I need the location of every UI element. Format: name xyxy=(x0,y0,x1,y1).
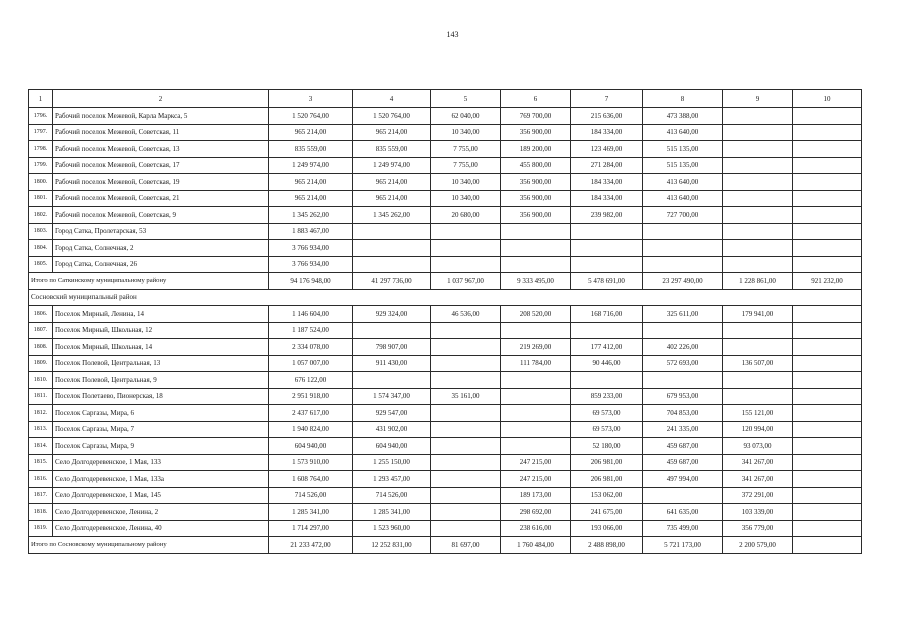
value-cell xyxy=(501,421,571,438)
total-value-cell: 5 478 691,00 xyxy=(571,273,643,290)
row-number: 1797. xyxy=(29,124,53,141)
address-cell: Город Сатка, Солнечная, 26 xyxy=(53,256,269,273)
value-cell xyxy=(723,141,793,158)
value-cell xyxy=(793,306,862,323)
header-cell: 7 xyxy=(571,90,643,108)
value-cell xyxy=(431,487,501,504)
value-cell: 356 900,00 xyxy=(501,190,571,207)
value-cell: 1 574 347,00 xyxy=(353,388,431,405)
row-number: 1800. xyxy=(29,174,53,191)
address-cell: Рабочий поселок Межевой, Советская, 11 xyxy=(53,124,269,141)
value-cell xyxy=(431,405,501,422)
value-cell xyxy=(501,372,571,389)
address-cell: Поселок Саргазы, Мира, 6 xyxy=(53,405,269,422)
value-cell: 2 951 918,00 xyxy=(269,388,353,405)
row-number: 1817. xyxy=(29,487,53,504)
value-cell: 184 334,00 xyxy=(571,174,643,191)
value-cell xyxy=(723,157,793,174)
value-cell: 515 135,00 xyxy=(643,141,723,158)
value-cell: 241 675,00 xyxy=(571,504,643,521)
value-cell xyxy=(793,454,862,471)
row-number: 1802. xyxy=(29,207,53,224)
row-number: 1806. xyxy=(29,306,53,323)
value-cell: 1 883 467,00 xyxy=(269,223,353,240)
budget-table xyxy=(28,89,862,554)
value-cell: 69 573,00 xyxy=(571,421,643,438)
row-number: 1810. xyxy=(29,372,53,389)
value-cell xyxy=(723,190,793,207)
section-row xyxy=(29,289,862,306)
value-cell xyxy=(793,421,862,438)
row-number: 1804. xyxy=(29,240,53,257)
address-cell: Поселок Мирный, Ленина, 14 xyxy=(53,306,269,323)
value-cell: 604 940,00 xyxy=(269,438,353,455)
value-cell xyxy=(643,240,723,257)
value-cell: 356 779,00 xyxy=(723,520,793,537)
value-cell: 356 900,00 xyxy=(501,124,571,141)
total-value-cell: 921 232,00 xyxy=(793,273,862,290)
table-row xyxy=(29,438,862,455)
value-cell xyxy=(793,388,862,405)
value-cell xyxy=(501,240,571,257)
table-row xyxy=(29,355,862,372)
address-cell: Село Долгодеревенское, Ленина, 40 xyxy=(53,520,269,537)
value-cell: 168 716,00 xyxy=(571,306,643,323)
value-cell: 241 335,00 xyxy=(643,421,723,438)
value-cell xyxy=(793,207,862,224)
value-cell: 727 700,00 xyxy=(643,207,723,224)
value-cell: 111 784,00 xyxy=(501,355,571,372)
value-cell: 1 523 960,00 xyxy=(353,520,431,537)
value-cell xyxy=(723,372,793,389)
header-cell: 5 xyxy=(431,90,501,108)
value-cell: 155 121,00 xyxy=(723,405,793,422)
value-cell: 714 526,00 xyxy=(269,487,353,504)
table-row xyxy=(29,471,862,488)
value-cell: 325 611,00 xyxy=(643,306,723,323)
address-cell: Село Долгодеревенское, 1 Мая, 133 xyxy=(53,454,269,471)
value-cell: 93 073,00 xyxy=(723,438,793,455)
value-cell xyxy=(501,223,571,240)
value-cell: 2 334 078,00 xyxy=(269,339,353,356)
total-value-cell: 1 037 967,00 xyxy=(431,273,501,290)
value-cell: 177 412,00 xyxy=(571,339,643,356)
value-cell xyxy=(431,355,501,372)
total-value-cell: 41 297 736,00 xyxy=(353,273,431,290)
value-cell xyxy=(793,487,862,504)
value-cell xyxy=(643,223,723,240)
value-cell: 965 214,00 xyxy=(353,174,431,191)
total-label: Итого по Сосновскому муниципальному району xyxy=(29,537,269,554)
value-cell xyxy=(501,388,571,405)
value-cell: 679 953,00 xyxy=(643,388,723,405)
value-cell xyxy=(723,256,793,273)
value-cell: 189 200,00 xyxy=(501,141,571,158)
value-cell: 206 981,00 xyxy=(571,471,643,488)
total-label: Итого по Саткинскому муниципальному району xyxy=(29,273,269,290)
value-cell: 1 285 341,00 xyxy=(353,504,431,521)
value-cell: 1 714 297,00 xyxy=(269,520,353,537)
table-row xyxy=(29,322,862,339)
value-cell: 911 430,00 xyxy=(353,355,431,372)
value-cell xyxy=(431,256,501,273)
value-cell: 965 214,00 xyxy=(269,124,353,141)
value-cell xyxy=(793,108,862,125)
table-row xyxy=(29,108,862,125)
value-cell: 2 437 617,00 xyxy=(269,405,353,422)
value-cell xyxy=(793,405,862,422)
value-cell xyxy=(793,339,862,356)
address-cell: Поселок Полевой, Центральная, 13 xyxy=(53,355,269,372)
value-cell: 515 135,00 xyxy=(643,157,723,174)
row-number: 1798. xyxy=(29,141,53,158)
value-cell xyxy=(793,223,862,240)
header-cell: 8 xyxy=(643,90,723,108)
value-cell: 413 640,00 xyxy=(643,190,723,207)
value-cell xyxy=(793,174,862,191)
section-title: Сосновский муниципальный район xyxy=(29,289,862,306)
value-cell xyxy=(643,256,723,273)
header-cell: 9 xyxy=(723,90,793,108)
value-cell: 46 536,00 xyxy=(431,306,501,323)
value-cell xyxy=(643,372,723,389)
value-cell: 20 680,00 xyxy=(431,207,501,224)
value-cell xyxy=(353,256,431,273)
value-cell: 572 693,00 xyxy=(643,355,723,372)
value-cell: 1 285 341,00 xyxy=(269,504,353,521)
value-cell: 1 520 764,00 xyxy=(269,108,353,125)
table-row xyxy=(29,405,862,422)
value-cell: 219 269,00 xyxy=(501,339,571,356)
row-number: 1818. xyxy=(29,504,53,521)
value-cell xyxy=(353,223,431,240)
value-cell xyxy=(501,256,571,273)
row-number: 1808. xyxy=(29,339,53,356)
value-cell xyxy=(353,240,431,257)
value-cell xyxy=(793,471,862,488)
value-cell: 136 507,00 xyxy=(723,355,793,372)
value-cell: 247 215,00 xyxy=(501,471,571,488)
value-cell xyxy=(793,372,862,389)
value-cell: 3 766 934,00 xyxy=(269,256,353,273)
value-cell: 271 284,00 xyxy=(571,157,643,174)
value-cell: 1 255 150,00 xyxy=(353,454,431,471)
value-cell xyxy=(793,124,862,141)
value-cell: 238 616,00 xyxy=(501,520,571,537)
value-cell xyxy=(431,421,501,438)
value-cell: 103 339,00 xyxy=(723,504,793,521)
value-cell: 413 640,00 xyxy=(643,174,723,191)
value-cell: 341 267,00 xyxy=(723,454,793,471)
value-cell: 965 214,00 xyxy=(353,190,431,207)
row-number: 1803. xyxy=(29,223,53,240)
table-row xyxy=(29,207,862,224)
value-cell xyxy=(501,405,571,422)
address-cell: Село Долгодеревенское, 1 Мая, 145 xyxy=(53,487,269,504)
value-cell xyxy=(723,322,793,339)
value-cell: 965 214,00 xyxy=(269,174,353,191)
value-cell: 52 180,00 xyxy=(571,438,643,455)
value-cell xyxy=(723,339,793,356)
value-cell xyxy=(431,438,501,455)
value-cell: 413 640,00 xyxy=(643,124,723,141)
row-number: 1812. xyxy=(29,405,53,422)
row-number: 1801. xyxy=(29,190,53,207)
address-cell: Рабочий поселок Межевой, Карла Маркса, 5 xyxy=(53,108,269,125)
total-value-cell: 9 333 495,00 xyxy=(501,273,571,290)
value-cell xyxy=(723,174,793,191)
value-cell xyxy=(431,339,501,356)
value-cell: 835 559,00 xyxy=(353,141,431,158)
value-cell: 459 687,00 xyxy=(643,438,723,455)
value-cell: 1 057 007,00 xyxy=(269,355,353,372)
row-number: 1807. xyxy=(29,322,53,339)
value-cell xyxy=(793,322,862,339)
value-cell xyxy=(643,322,723,339)
value-cell: 356 900,00 xyxy=(501,207,571,224)
value-cell: 189 173,00 xyxy=(501,487,571,504)
value-cell xyxy=(571,372,643,389)
value-cell: 62 040,00 xyxy=(431,108,501,125)
table-row xyxy=(29,157,862,174)
value-cell xyxy=(571,256,643,273)
value-cell: 1 187 524,00 xyxy=(269,322,353,339)
value-cell: 1 520 764,00 xyxy=(353,108,431,125)
row-number: 1815. xyxy=(29,454,53,471)
value-cell: 714 526,00 xyxy=(353,487,431,504)
total-row xyxy=(29,273,862,290)
address-cell: Город Сатка, Пролетарская, 53 xyxy=(53,223,269,240)
value-cell: 123 469,00 xyxy=(571,141,643,158)
value-cell: 1 608 764,00 xyxy=(269,471,353,488)
value-cell: 298 692,00 xyxy=(501,504,571,521)
value-cell: 184 334,00 xyxy=(571,124,643,141)
value-cell: 247 215,00 xyxy=(501,454,571,471)
value-cell xyxy=(723,223,793,240)
header-row xyxy=(29,90,862,108)
total-value-cell: 1 228 861,00 xyxy=(723,273,793,290)
value-cell xyxy=(431,372,501,389)
value-cell: 184 334,00 xyxy=(571,190,643,207)
table-row xyxy=(29,504,862,521)
value-cell xyxy=(723,240,793,257)
value-cell: 193 066,00 xyxy=(571,520,643,537)
total-value-cell: 5 721 173,00 xyxy=(643,537,723,554)
value-cell xyxy=(793,157,862,174)
row-number: 1799. xyxy=(29,157,53,174)
value-cell: 206 981,00 xyxy=(571,454,643,471)
value-cell: 215 636,00 xyxy=(571,108,643,125)
address-cell: Рабочий поселок Межевой, Советская, 21 xyxy=(53,190,269,207)
value-cell xyxy=(501,438,571,455)
header-cell: 1 xyxy=(29,90,53,108)
row-number: 1805. xyxy=(29,256,53,273)
value-cell: 497 994,00 xyxy=(643,471,723,488)
value-cell: 179 941,00 xyxy=(723,306,793,323)
total-row xyxy=(29,537,862,554)
total-value-cell: 12 252 831,00 xyxy=(353,537,431,554)
value-cell: 10 340,00 xyxy=(431,174,501,191)
value-cell xyxy=(353,372,431,389)
table-row xyxy=(29,174,862,191)
table-row xyxy=(29,256,862,273)
table-row xyxy=(29,141,862,158)
value-cell: 7 755,00 xyxy=(431,157,501,174)
value-cell xyxy=(571,322,643,339)
value-cell: 473 388,00 xyxy=(643,108,723,125)
row-number: 1796. xyxy=(29,108,53,125)
value-cell xyxy=(431,471,501,488)
value-cell: 769 700,00 xyxy=(501,108,571,125)
address-cell: Поселок Полевой, Центральная, 9 xyxy=(53,372,269,389)
value-cell: 1 345 262,00 xyxy=(269,207,353,224)
total-value-cell: 23 297 490,00 xyxy=(643,273,723,290)
value-cell xyxy=(431,322,501,339)
value-cell xyxy=(431,504,501,521)
address-cell: Село Долгодеревенское, Ленина, 2 xyxy=(53,504,269,521)
value-cell: 965 214,00 xyxy=(353,124,431,141)
header-cell: 3 xyxy=(269,90,353,108)
table-row xyxy=(29,306,862,323)
value-cell xyxy=(793,190,862,207)
value-cell xyxy=(793,141,862,158)
value-cell: 10 340,00 xyxy=(431,190,501,207)
value-cell: 676 122,00 xyxy=(269,372,353,389)
value-cell: 1 293 457,00 xyxy=(353,471,431,488)
value-cell: 341 267,00 xyxy=(723,471,793,488)
value-cell: 1 249 974,00 xyxy=(353,157,431,174)
value-cell xyxy=(571,240,643,257)
table-row xyxy=(29,421,862,438)
total-value-cell: 2 200 579,00 xyxy=(723,537,793,554)
table-row xyxy=(29,454,862,471)
value-cell xyxy=(793,504,862,521)
value-cell: 455 800,00 xyxy=(501,157,571,174)
value-cell: 929 324,00 xyxy=(353,306,431,323)
value-cell: 35 161,00 xyxy=(431,388,501,405)
row-number: 1816. xyxy=(29,471,53,488)
value-cell: 239 982,00 xyxy=(571,207,643,224)
value-cell: 402 226,00 xyxy=(643,339,723,356)
value-cell: 431 902,00 xyxy=(353,421,431,438)
value-cell: 1 345 262,00 xyxy=(353,207,431,224)
total-value-cell: 21 233 472,00 xyxy=(269,537,353,554)
table-row xyxy=(29,372,862,389)
value-cell xyxy=(723,207,793,224)
address-cell: Рабочий поселок Межевой, Советская, 19 xyxy=(53,174,269,191)
value-cell: 1 573 910,00 xyxy=(269,454,353,471)
value-cell: 604 940,00 xyxy=(353,438,431,455)
header-cell: 2 xyxy=(53,90,269,108)
value-cell: 208 520,00 xyxy=(501,306,571,323)
table-row xyxy=(29,388,862,405)
table-row xyxy=(29,223,862,240)
value-cell xyxy=(793,438,862,455)
value-cell: 10 340,00 xyxy=(431,124,501,141)
table-row xyxy=(29,190,862,207)
value-cell: 859 233,00 xyxy=(571,388,643,405)
header-cell: 6 xyxy=(501,90,571,108)
value-cell: 90 446,00 xyxy=(571,355,643,372)
table-row xyxy=(29,339,862,356)
page-number: 143 xyxy=(446,30,459,39)
value-cell: 929 547,00 xyxy=(353,405,431,422)
row-number: 1814. xyxy=(29,438,53,455)
row-number: 1819. xyxy=(29,520,53,537)
value-cell xyxy=(793,256,862,273)
address-cell: Рабочий поселок Межевой, Советская, 17 xyxy=(53,157,269,174)
address-cell: Рабочий поселок Межевой, Советская, 13 xyxy=(53,141,269,158)
value-cell xyxy=(431,520,501,537)
address-cell: Поселок Саргазы, Мира, 7 xyxy=(53,421,269,438)
address-cell: Поселок Саргазы, Мира, 9 xyxy=(53,438,269,455)
value-cell xyxy=(431,240,501,257)
total-value-cell: 2 488 898,00 xyxy=(571,537,643,554)
value-cell: 120 994,00 xyxy=(723,421,793,438)
value-cell: 1 146 604,00 xyxy=(269,306,353,323)
value-cell: 459 687,00 xyxy=(643,454,723,471)
header-cell: 4 xyxy=(353,90,431,108)
total-value-cell: 81 697,00 xyxy=(431,537,501,554)
value-cell xyxy=(353,322,431,339)
value-cell: 3 766 934,00 xyxy=(269,240,353,257)
value-cell: 7 755,00 xyxy=(431,141,501,158)
value-cell: 965 214,00 xyxy=(269,190,353,207)
address-cell: Поселок Мирный, Школьная, 14 xyxy=(53,339,269,356)
address-cell: Поселок Мирный, Школьная, 12 xyxy=(53,322,269,339)
value-cell: 641 635,00 xyxy=(643,504,723,521)
value-cell xyxy=(431,454,501,471)
table-row xyxy=(29,487,862,504)
value-cell xyxy=(431,223,501,240)
value-cell: 356 900,00 xyxy=(501,174,571,191)
address-cell: Село Долгодеревенское, 1 Мая, 133а xyxy=(53,471,269,488)
value-cell xyxy=(723,124,793,141)
value-cell: 704 853,00 xyxy=(643,405,723,422)
value-cell: 153 062,00 xyxy=(571,487,643,504)
table-row xyxy=(29,520,862,537)
total-value-cell xyxy=(793,537,862,554)
address-cell: Рабочий поселок Межевой, Советская, 9 xyxy=(53,207,269,224)
total-value-cell: 1 760 484,00 xyxy=(501,537,571,554)
value-cell xyxy=(793,240,862,257)
row-number: 1809. xyxy=(29,355,53,372)
value-cell xyxy=(571,223,643,240)
value-cell: 69 573,00 xyxy=(571,405,643,422)
header-cell: 10 xyxy=(793,90,862,108)
value-cell xyxy=(793,520,862,537)
value-cell xyxy=(643,487,723,504)
value-cell xyxy=(723,108,793,125)
address-cell: Город Сатка, Солнечная, 2 xyxy=(53,240,269,257)
table-row xyxy=(29,124,862,141)
value-cell: 835 559,00 xyxy=(269,141,353,158)
address-cell: Поселок Полетаево, Пионерская, 18 xyxy=(53,388,269,405)
value-cell xyxy=(723,388,793,405)
row-number: 1813. xyxy=(29,421,53,438)
row-number: 1811. xyxy=(29,388,53,405)
value-cell: 1 940 824,00 xyxy=(269,421,353,438)
value-cell xyxy=(501,322,571,339)
total-value-cell: 94 176 948,00 xyxy=(269,273,353,290)
value-cell: 372 291,00 xyxy=(723,487,793,504)
value-cell: 1 249 974,00 xyxy=(269,157,353,174)
value-cell: 735 499,00 xyxy=(643,520,723,537)
value-cell: 798 907,00 xyxy=(353,339,431,356)
value-cell xyxy=(793,355,862,372)
table-row xyxy=(29,240,862,257)
